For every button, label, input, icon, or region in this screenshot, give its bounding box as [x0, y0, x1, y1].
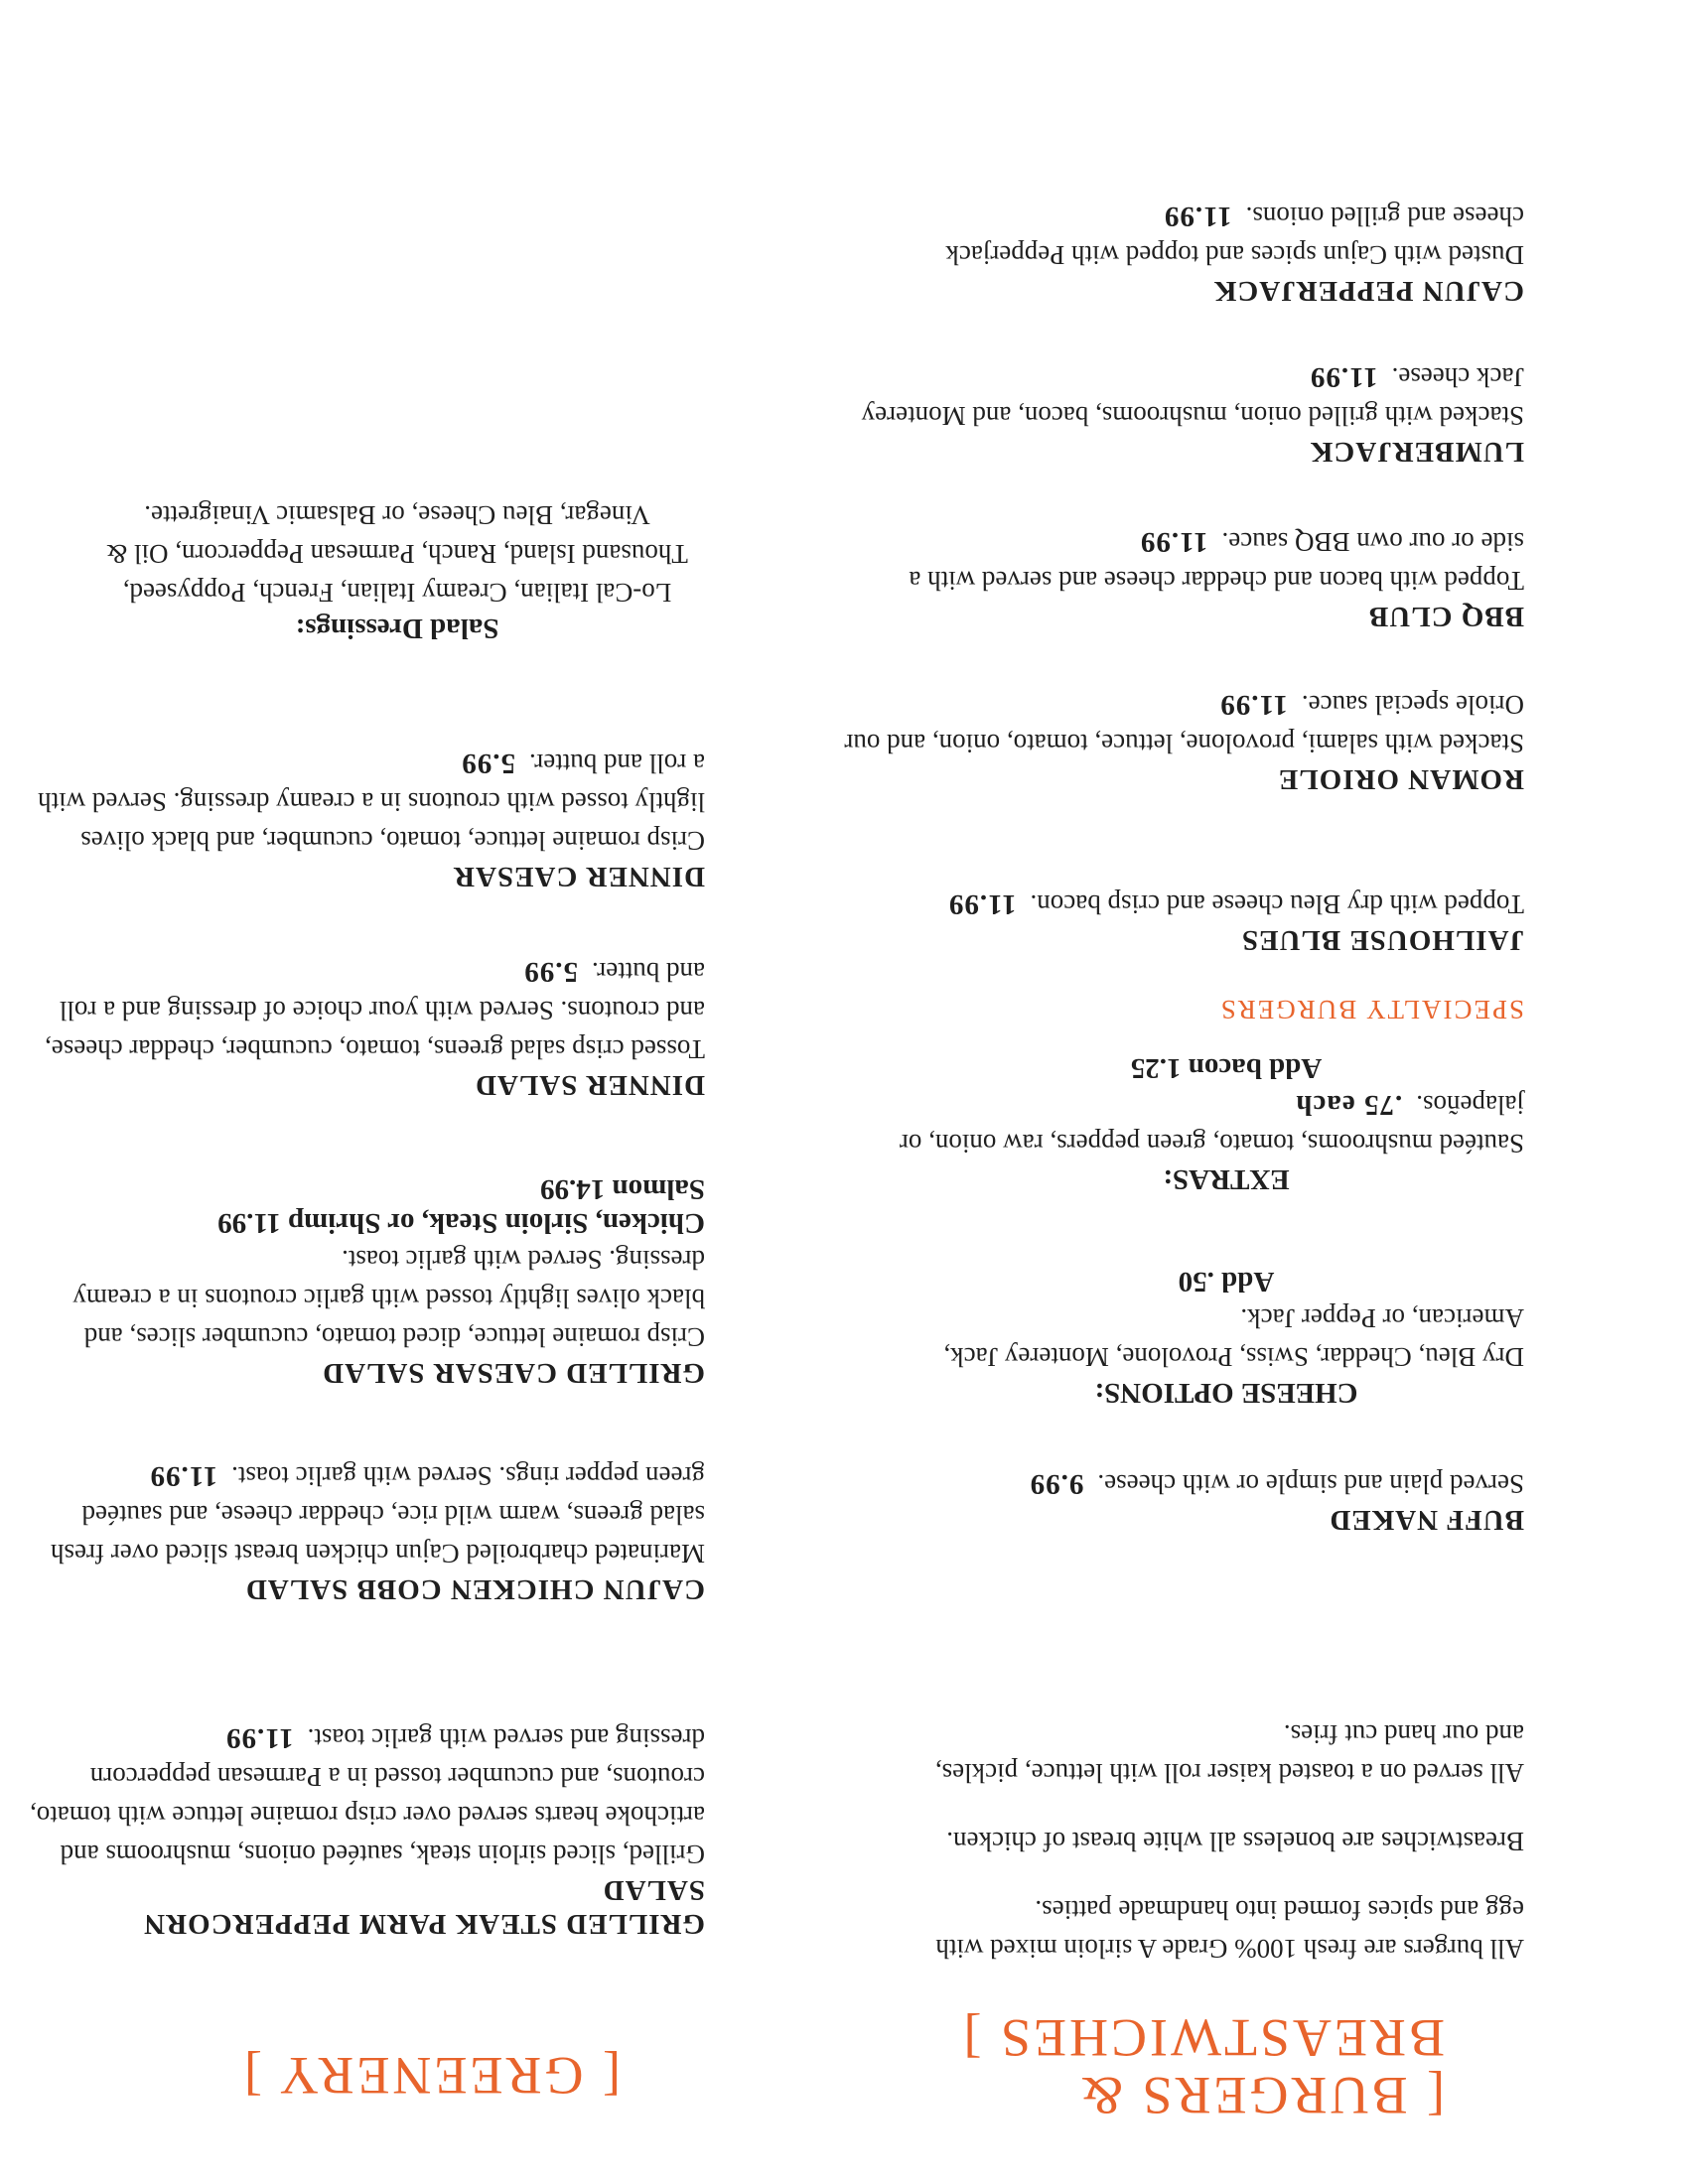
item-name: CAJUN CHICKEN COBB SALAD: [244, 1573, 705, 1605]
item-price: 11.99: [1219, 689, 1288, 721]
cheese-options-heading: CHEESE OPTIONS:: [1094, 1377, 1358, 1409]
salad-dressings: [30, 495, 705, 645]
cheese-options: [779, 1265, 1524, 1410]
item-name: JAILHOUSE BLUES: [1241, 924, 1524, 956]
item-name: LUMBERJACK: [1309, 436, 1524, 468]
item-price: 11.99: [149, 1460, 218, 1492]
specialty-burgers-title: SPECIALTY BURGERS: [1218, 995, 1524, 1024]
extras-desc: Sautéed mushrooms, tomato, green peppers, raw onion, or jalapeños.: [899, 1090, 1524, 1159]
extras-heading: EXTRAS:: [1163, 1163, 1290, 1195]
item-desc: Crisp romaine lettuce, diced tomato, cucumber slices, and black olives lightly tossed with garlic croutons in a creamy dressing. Served with garlic toast.: [72, 1245, 705, 1352]
item-desc: Stacked with grilled onion, mushrooms, bacon, and Monterey Jack cheese.: [861, 362, 1524, 431]
item-name: BUFF NAKED: [1329, 1504, 1524, 1536]
item-desc: Dusted with Cajun spices and topped with Pepperjack cheese and grilled onions.: [945, 202, 1524, 270]
item-option-protein: Chicken, Sirloin Steak, or Shrimp 11.99: [217, 1207, 705, 1239]
item-price: 11.99: [1139, 526, 1208, 558]
menu-item-dinner-salad: [30, 952, 705, 1102]
menu-item-roman-oriole: [779, 685, 1524, 796]
greenery-title: GREENERY: [278, 2046, 584, 2106]
menu-item-lumberjack: [779, 357, 1524, 469]
item-price: 11.99: [224, 1722, 294, 1754]
burgers-intro: [928, 1714, 1524, 1968]
item-desc: Served plain and simple or with cheese.: [1097, 1469, 1524, 1499]
intro-served-with: All served on a toasted kaiser roll with lettuce, pickles, and our hand cut fries.: [934, 1719, 1524, 1788]
item-price: 11.99: [947, 888, 1017, 920]
item-price: 5.99: [523, 956, 579, 988]
item-desc: Grilled, sliced sirloin steak, sautéed onions, mushrooms and artichoke hearts served over crisp romaine lettuce with tomato, croutons, and cucumber tossed in a Parmesan peppercorn dressing and served with garlic toast.: [30, 1723, 705, 1869]
item-name: DINNER CAESAR: [453, 861, 705, 892]
cheese-options-add: Add .50: [1178, 1266, 1275, 1297]
item-desc: Stacked with salami, provolone, lettuce, tomato, onion, and our Oriole special sauce.: [844, 690, 1524, 758]
item-desc: Topped with dry Bleu cheese and crisp bacon.: [1030, 889, 1524, 919]
extras-add-bacon: Add bacon 1.25: [1130, 1052, 1323, 1084]
item-name: DINNER SALAD: [475, 1069, 705, 1101]
cheese-options-desc: Dry Bleu, Cheddar, Swiss, Provolone, Monterey Jack, American, or Pepper Jack.: [943, 1303, 1524, 1372]
menu-item-grilled-caesar: [30, 1172, 705, 1390]
item-name: CAJUN PEPPERJACK: [1212, 275, 1524, 307]
menu-item-dinner-caesar: [30, 744, 705, 893]
intro-breastwiches: Breastwiches are boneless all white breast of chicken.: [946, 1827, 1524, 1856]
item-price: 5.99: [461, 748, 516, 779]
menu-item-buff-naked: [779, 1464, 1524, 1537]
item-desc: Topped with bacon and cheddar cheese and served with a side or our own BBQ sauce.: [909, 527, 1524, 596]
item-price: 9.99: [1029, 1468, 1084, 1500]
item-name: GRILLED STEAK PARM PEPPERCORN SALAD: [143, 1874, 705, 1940]
burgers-title-line1: BURGERS &: [1077, 2066, 1408, 2125]
item-price: 11.99: [1309, 361, 1378, 393]
dressings-heading: Salad Dressings:: [295, 613, 499, 644]
intro-burgers: All burgers are fresh 100% Grade A sirloin mixed with egg and spices formed into handmade patties.: [935, 1895, 1524, 1964]
extras: [779, 1051, 1524, 1196]
burgers-title-line2: BREASTWICHES: [997, 2008, 1445, 2068]
greenery-section-title: [ GREENERY ]: [241, 2046, 621, 2106]
item-name: GRILLED CAESAR SALAD: [322, 1357, 705, 1389]
dressings-list: Lo-Cal Italian, Creamy Italian, French, Poppyseed, Thousand Island, Ranch, Parmesan Peppercorn, Oil & Vinegar, Bleu Cheese, or Balsamic Vinaigrette.: [106, 500, 688, 608]
item-price: 11.99: [1163, 201, 1232, 232]
burgers-section-title: [ BURGERS & BREASTWICHES ]: [960, 2008, 1445, 2125]
item-option-salmon: Salmon 14.99: [540, 1173, 705, 1205]
item-desc: Tossed crisp salad greens, tomato, cucumber, cheddar cheese, and croutons. Served with your choice of dressing and a roll and butter.: [44, 957, 705, 1064]
menu-item-steak-parm-salad: [30, 1718, 705, 1941]
menu-item-cajun-cobb-salad: [30, 1456, 705, 1606]
menu-item-jailhouse-blues: [779, 885, 1524, 957]
menu-item-cajun-pepperjack: [779, 197, 1524, 308]
extras-price: .75 each: [1295, 1089, 1403, 1121]
item-name: ROMAN ORIOLE: [1277, 763, 1524, 795]
item-desc: Marinated charbroiled Cajun chicken breast sliced over fresh salad greens, warm wild rice, cheddar cheese, and sautéed green pepper rings. Served with garlic toast.: [51, 1461, 705, 1569]
item-name: BBQ CLUB: [1367, 601, 1524, 632]
item-desc: Crisp romaine lettuce, tomato, cucumber, and black olives lightly tossed with croutons in a creamy dressing. Served with a roll and butter.: [38, 749, 705, 856]
menu-item-bbq-club: [779, 522, 1524, 633]
